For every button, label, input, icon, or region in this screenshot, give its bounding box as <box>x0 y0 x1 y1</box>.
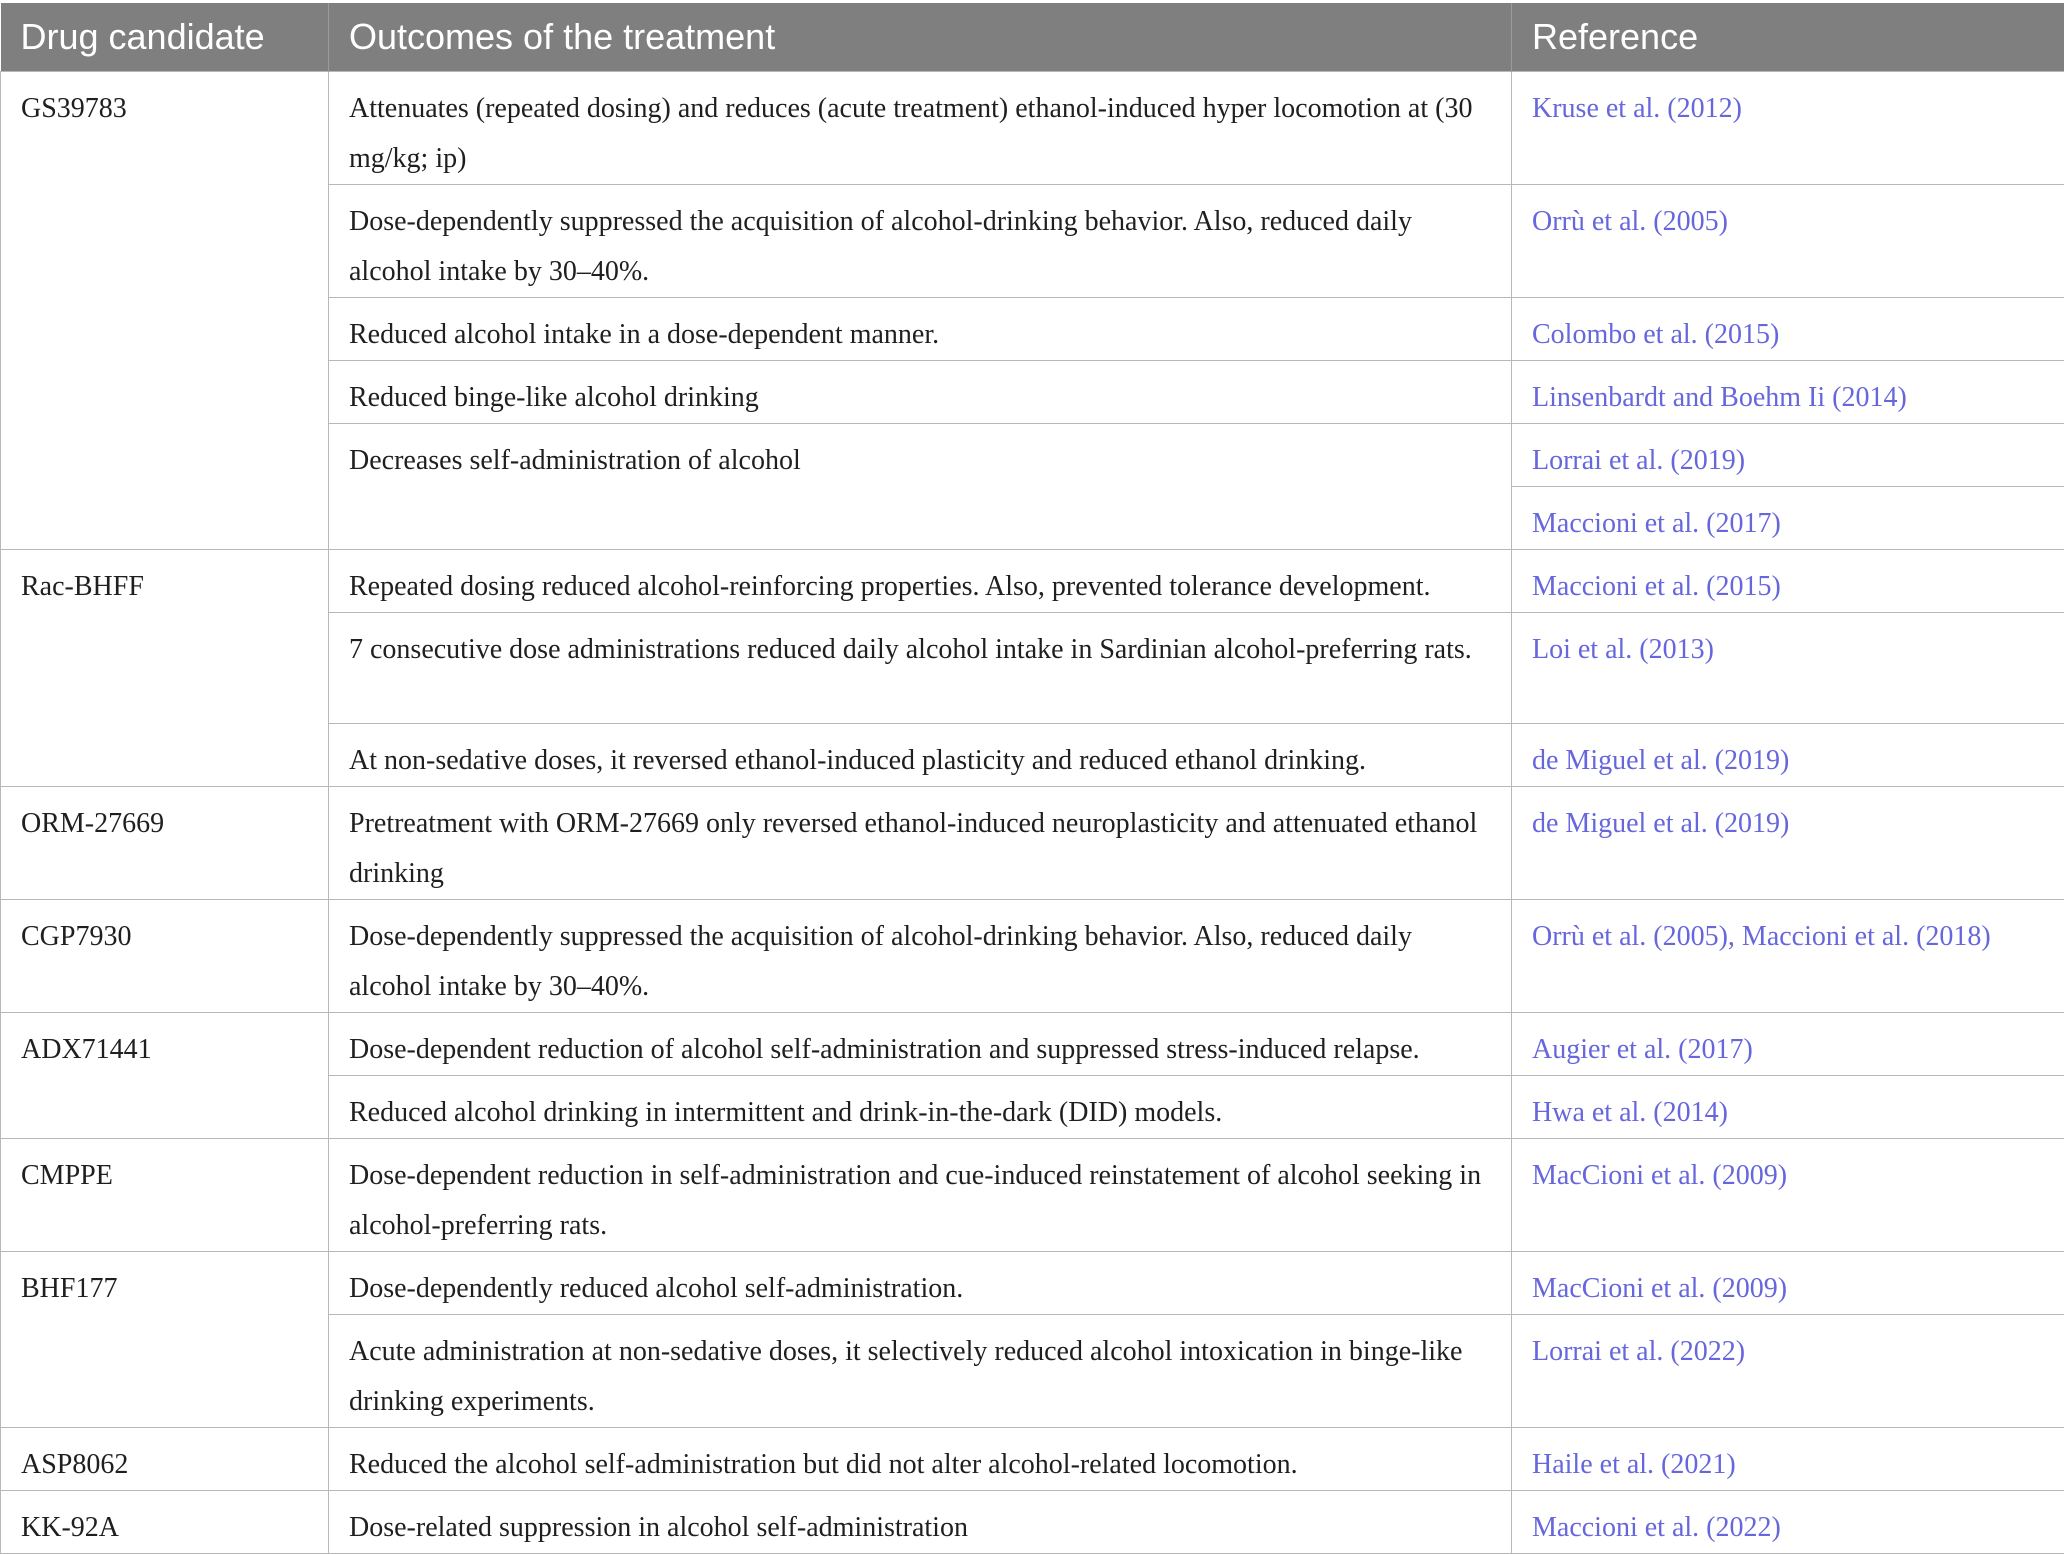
reference-link[interactable]: Linsenbardt and Boehm Ii (2014) <box>1512 360 2064 423</box>
outcome-cell: Reduced the alcohol self-administration but did not alter alcohol-related locomotion. <box>329 1427 1512 1490</box>
outcome-cell: Dose-dependent reduction of alcohol self-administration and suppressed stress-induced relapse. <box>329 1012 1512 1075</box>
drug-cell: GS39783 <box>1 71 329 549</box>
reference-link[interactable]: Augier et al. (2017) <box>1512 1012 2064 1075</box>
drug-outcomes-table <box>0 3 2064 1554</box>
reference-link[interactable]: Orrù et al. (2005), Maccioni et al. (2018) <box>1512 899 2064 1012</box>
outcome-cell: Dose-dependently suppressed the acquisition of alcohol-drinking behavior. Also, reduced daily alcohol intake by 30–40%. <box>329 899 1512 1012</box>
drug-cell: ASP8062 <box>1 1427 329 1490</box>
header-row <box>1 3 2064 71</box>
outcome-cell: Reduced alcohol drinking in intermittent and drink-in-the-dark (DID) models. <box>329 1075 1512 1138</box>
outcome-cell: Dose-dependently reduced alcohol self-administration. <box>329 1251 1512 1314</box>
table-row <box>1 1138 2064 1251</box>
drug-cell: CGP7930 <box>1 899 329 1012</box>
drug-cell: CMPPE <box>1 1138 329 1251</box>
outcome-cell: Dose-dependent reduction in self-administration and cue-induced reinstatement of alcohol seeking in alcohol-preferring rats. <box>329 1138 1512 1251</box>
reference-link[interactable]: Lorrai et al. (2019) <box>1512 423 2064 486</box>
drug-cell: ORM-27669 <box>1 786 329 899</box>
reference-link[interactable]: Maccioni et al. (2015) <box>1512 549 2064 612</box>
table-row <box>1 786 2064 899</box>
table-row <box>1 899 2064 1012</box>
reference-link[interactable]: Maccioni et al. (2022) <box>1512 1490 2064 1553</box>
outcome-cell: Repeated dosing reduced alcohol-reinforcing properties. Also, prevented tolerance development. <box>329 549 1512 612</box>
reference-link[interactable]: Colombo et al. (2015) <box>1512 297 2064 360</box>
outcome-cell: Dose-dependently suppressed the acquisition of alcohol-drinking behavior. Also, reduced daily alcohol intake by 30–40%. <box>329 184 1512 297</box>
drug-cell: BHF177 <box>1 1251 329 1427</box>
outcome-cell: Reduced binge-like alcohol drinking <box>329 360 1512 423</box>
reference-link[interactable]: Loi et al. (2013) <box>1512 612 2064 723</box>
table-row <box>1 71 2064 184</box>
reference-link[interactable]: Kruse et al. (2012) <box>1512 71 2064 184</box>
reference-link[interactable]: Orrù et al. (2005) <box>1512 184 2064 297</box>
outcome-cell: Pretreatment with ORM-27669 only reversed ethanol-induced neuroplasticity and attenuated ethanol drinking <box>329 786 1512 899</box>
table-row <box>1 549 2064 612</box>
table-row <box>1 1251 2064 1314</box>
drug-cell: Rac-BHFF <box>1 549 329 786</box>
reference-link[interactable]: Haile et al. (2021) <box>1512 1427 2064 1490</box>
drug-cell: KK-92A <box>1 1490 329 1553</box>
header-drug-candidate: Drug candidate <box>1 3 329 71</box>
outcome-cell: Dose-related suppression in alcohol self-administration <box>329 1490 1512 1553</box>
drug-cell: ADX71441 <box>1 1012 329 1138</box>
outcome-cell: Acute administration at non-sedative doses, it selectively reduced alcohol intoxication in binge-like drinking experiments. <box>329 1314 1512 1427</box>
reference-link[interactable]: MacCioni et al. (2009) <box>1512 1251 2064 1314</box>
table-row <box>1 1427 2064 1490</box>
outcome-cell: Decreases self-administration of alcohol <box>329 423 1512 549</box>
reference-link[interactable]: de Miguel et al. (2019) <box>1512 723 2064 786</box>
reference-link[interactable]: Lorrai et al. (2022) <box>1512 1314 2064 1427</box>
header-outcomes: Outcomes of the treatment <box>329 3 1512 71</box>
reference-link[interactable]: MacCioni et al. (2009) <box>1512 1138 2064 1251</box>
outcome-cell: At non-sedative doses, it reversed ethanol-induced plasticity and reduced ethanol drinking. <box>329 723 1512 786</box>
reference-link[interactable]: de Miguel et al. (2019) <box>1512 786 2064 899</box>
reference-link[interactable]: Maccioni et al. (2017) <box>1512 486 2064 549</box>
outcome-cell: Attenuates (repeated dosing) and reduces (acute treatment) ethanol-induced hyper locomotion at (30 mg/kg; ip) <box>329 71 1512 184</box>
outcome-cell: 7 consecutive dose administrations reduced daily alcohol intake in Sardinian alcohol-preferring rats. <box>329 612 1512 723</box>
header-reference: Reference <box>1512 3 2064 71</box>
reference-link[interactable]: Hwa et al. (2014) <box>1512 1075 2064 1138</box>
table-row <box>1 1012 2064 1075</box>
outcome-cell: Reduced alcohol intake in a dose-dependent manner. <box>329 297 1512 360</box>
